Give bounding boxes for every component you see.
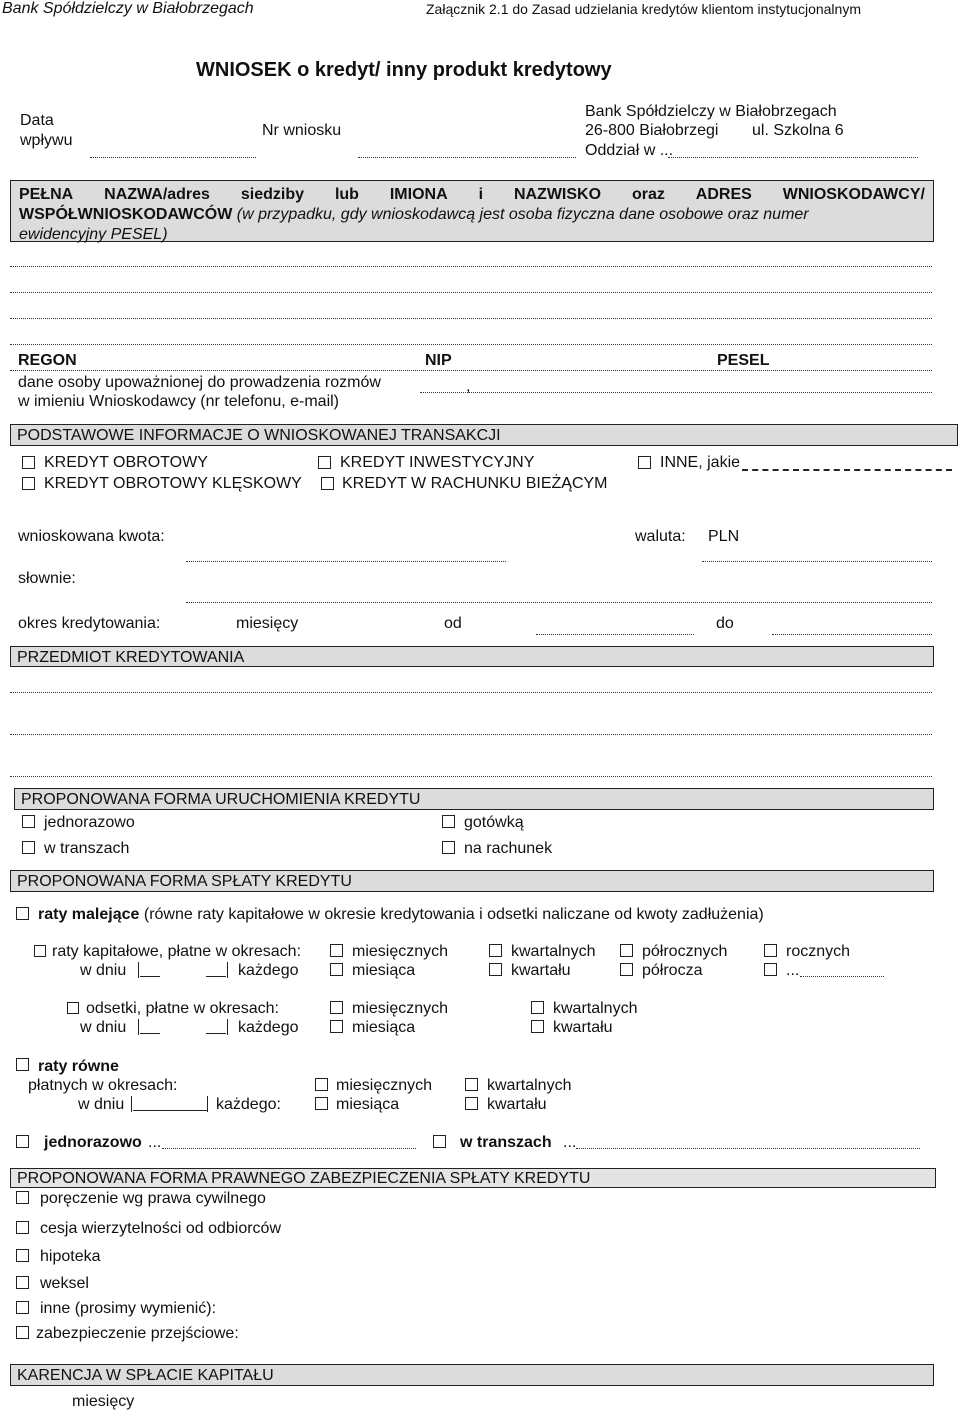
checkbox-kap-rocznych[interactable] bbox=[764, 944, 777, 957]
splata-jednorazowo-field[interactable] bbox=[162, 1148, 416, 1149]
checkbox-odsetki[interactable] bbox=[67, 1002, 79, 1014]
kap-rocznych-label: rocznych bbox=[786, 943, 851, 960]
kwota-field[interactable] bbox=[186, 561, 506, 562]
splata-jednorazowo-dots-label: ... bbox=[148, 1134, 162, 1151]
splata-jednorazowo-label: jednorazowo bbox=[44, 1134, 142, 1151]
checkbox-kredyt-obrotowy[interactable] bbox=[22, 456, 35, 469]
ods-miesiaca-label: miesiąca bbox=[352, 1019, 416, 1036]
applicant-word: NAZWA/adres bbox=[104, 186, 210, 203]
checkbox-disb-gotowka[interactable] bbox=[442, 815, 455, 828]
checkbox-kap-miesiaca[interactable] bbox=[330, 963, 343, 976]
subject-line-1[interactable] bbox=[10, 692, 932, 693]
disb-gotowka-label: gotówką bbox=[464, 814, 524, 831]
applicant-line3: ewidencyjny PESEL) bbox=[19, 226, 168, 243]
bank-address-line2: 26-800 Białobrzegi bbox=[585, 122, 719, 139]
raty-malejace-label: raty malejące bbox=[38, 906, 140, 923]
slownie-field[interactable] bbox=[186, 602, 932, 603]
applicant-word: siedziby bbox=[240, 186, 305, 203]
odsetki-label: odsetki, płatne w okresach: bbox=[86, 1000, 279, 1017]
okres-od: od bbox=[444, 615, 462, 632]
applicant-word: i bbox=[478, 186, 484, 203]
applicant-line2-bold: WSPÓŁWNIOSKODAWCÓW bbox=[19, 206, 233, 223]
checkbox-rowne-miesiecznych[interactable] bbox=[315, 1078, 328, 1091]
splata-w-transzach-field[interactable] bbox=[576, 1148, 920, 1149]
applicant-heading bbox=[10, 180, 934, 242]
repayment-heading: PROPONOWANA FORMA SPŁATY KREDYTU bbox=[10, 870, 934, 892]
attachment-note: Załącznik 2.1 do Zasad udzielania kredytów klientom instytucjonalnym bbox=[426, 1, 861, 17]
checkbox-sec-poreczenie[interactable] bbox=[16, 1191, 29, 1204]
rowne-kwartalnych-label: kwartalnych bbox=[487, 1077, 572, 1094]
rowne-kazdego-label: każdego: bbox=[216, 1096, 281, 1113]
okres-miesiecy: miesięcy bbox=[236, 615, 299, 632]
checkbox-rowne-kwartalu[interactable] bbox=[465, 1097, 478, 1110]
bank-branch: Oddział w ... bbox=[585, 142, 674, 159]
checkbox-rowne-miesiaca[interactable] bbox=[315, 1097, 328, 1110]
data-label: Data bbox=[20, 112, 54, 129]
inne-label: INNE, jakie bbox=[660, 454, 741, 471]
raty-malejace-line bbox=[38, 905, 764, 924]
splata-w-transzach-label: w transzach bbox=[460, 1134, 552, 1151]
checkbox-sec-cesja[interactable] bbox=[16, 1221, 29, 1234]
checkbox-disb-na-rachunek[interactable] bbox=[442, 841, 455, 854]
ods-kwartalnych-label: kwartalnych bbox=[553, 1000, 638, 1017]
ods-day-field-b[interactable] bbox=[206, 1033, 226, 1034]
security-heading: PROPONOWANA FORMA PRAWNEGO ZABEZPIECZENIA SPŁATY KREDYTU bbox=[10, 1168, 936, 1188]
applicant-word: NAZWISKO bbox=[513, 186, 602, 203]
checkbox-kap-kwartalnych[interactable] bbox=[489, 944, 502, 957]
kap-inne-field[interactable] bbox=[800, 976, 884, 977]
applicant-word: IMIONA bbox=[389, 186, 448, 203]
checkbox-ods-kwartalnych[interactable] bbox=[531, 1001, 544, 1014]
bank-address-line1: Bank Spółdzielczy w Białobrzegach bbox=[585, 103, 837, 120]
kredyt-inwestycyjny-label: KREDYT INWESTYCYJNY bbox=[340, 454, 535, 471]
checkbox-splata-jednorazowo[interactable] bbox=[16, 1135, 29, 1148]
raty-malejace-desc: (równe raty kapitałowe w okresie kredytowania i odsetki naliczane od kwoty zadłużenia) bbox=[143, 906, 764, 923]
applicant-word: PEŁNA bbox=[19, 186, 74, 203]
date-field[interactable] bbox=[90, 157, 256, 158]
ods-w-dniu-label: w dniu bbox=[80, 1019, 127, 1036]
raty-kapitalowe-label: raty kapitałowe, płatne w okresach: bbox=[52, 943, 302, 960]
ods-day-field-right bbox=[227, 1019, 228, 1035]
kap-polrocznych-label: półrocznych bbox=[642, 943, 728, 960]
checkbox-splata-w-transzach[interactable] bbox=[433, 1135, 446, 1148]
kredyt-kleskowy-label: KREDYT OBROTOWY KLĘSKOWY bbox=[44, 475, 302, 492]
kap-miesiecznych-label: miesięcznych bbox=[352, 943, 449, 960]
applicant-word: oraz bbox=[631, 186, 665, 203]
checkbox-kap-inne[interactable] bbox=[764, 963, 777, 976]
authorized-label-1: dane osoby upoważnionej do prowadzenia rozmów bbox=[18, 374, 381, 391]
applicant-word: WNIOSKODAWCY/ bbox=[782, 186, 925, 203]
authorized-label-2: w imieniu Wnioskodawcy (nr telefonu, e-mail) bbox=[18, 393, 339, 410]
splata-w-transzach-dots-label: ... bbox=[563, 1134, 577, 1151]
kredyt-obrotowy-label: KREDYT OBROTOWY bbox=[44, 454, 208, 471]
waluta-value: PLN bbox=[708, 528, 740, 545]
waluta-label: waluta: bbox=[635, 528, 686, 545]
sec-inne-label: inne (prosimy wymienić): bbox=[40, 1300, 217, 1317]
checkbox-raty-malejace[interactable] bbox=[16, 907, 29, 920]
grace-miesiecy-label: miesięcy bbox=[72, 1393, 135, 1410]
applicant-line-4[interactable] bbox=[10, 344, 932, 345]
subject-line-3[interactable] bbox=[10, 776, 932, 777]
checkbox-kap-polrocza[interactable] bbox=[620, 963, 633, 976]
checkbox-disb-jednorazowo[interactable] bbox=[22, 815, 35, 828]
checkbox-ods-kwartalu[interactable] bbox=[531, 1020, 544, 1033]
regon-label: REGON bbox=[18, 352, 77, 369]
sec-hipoteka-label: hipoteka bbox=[40, 1248, 101, 1265]
nr-wniosku-field[interactable] bbox=[358, 157, 576, 158]
disbursement-heading: PROPONOWANA FORMA URUCHOMIENIA KREDYTU bbox=[14, 788, 934, 810]
checkbox-ods-miesiecznych[interactable] bbox=[330, 1001, 343, 1014]
checkbox-sec-hipoteka[interactable] bbox=[16, 1249, 29, 1262]
rowne-day-field-right bbox=[207, 1096, 208, 1112]
disb-jednorazowo-label: jednorazowo bbox=[44, 814, 135, 831]
checkbox-raty-rowne[interactable] bbox=[16, 1058, 29, 1071]
checkbox-kap-miesiecznych[interactable] bbox=[330, 944, 343, 957]
kap-polrocza-label: półrocza bbox=[642, 962, 703, 979]
applicant-word: ADRES bbox=[695, 186, 752, 203]
checkbox-ods-miesiaca[interactable] bbox=[330, 1020, 343, 1033]
kap-kazdego-label: każdego bbox=[238, 962, 299, 979]
rowne-miesiecznych-label: miesięcznych bbox=[336, 1077, 433, 1094]
authorized-comma: , bbox=[466, 378, 471, 395]
kredyt-w-rachunku-label: KREDYT W RACHUNKU BIEŻĄCYM bbox=[342, 475, 608, 492]
ods-kwartalu-label: kwartału bbox=[553, 1019, 613, 1036]
inne-field[interactable] bbox=[742, 469, 952, 471]
checkbox-sec-przejsciowe[interactable] bbox=[16, 1326, 29, 1339]
disb-na-rachunek-label: na rachunek bbox=[464, 840, 553, 857]
kap-day-field-b[interactable] bbox=[206, 976, 226, 977]
kap-w-dniu-label: w dniu bbox=[80, 962, 127, 979]
kwota-label: wnioskowana kwota: bbox=[18, 528, 165, 545]
sec-weksel-label: weksel bbox=[40, 1275, 89, 1292]
regon-nip-pesel-field[interactable] bbox=[10, 370, 932, 371]
bank-street: ul. Szkolna 6 bbox=[752, 122, 844, 139]
rowne-platnych-label: płatnych w okresach: bbox=[28, 1077, 178, 1094]
checkbox-kredyt-kleskowy[interactable] bbox=[22, 477, 35, 490]
raty-rowne-label: raty równe bbox=[38, 1058, 119, 1075]
checkbox-raty-kapitalowe[interactable] bbox=[34, 945, 46, 957]
checkbox-kap-polrocznych[interactable] bbox=[620, 944, 633, 957]
checkbox-rowne-kwartalnych[interactable] bbox=[465, 1078, 478, 1091]
grace-heading: KARENCJA W SPŁACIE KAPITAŁU bbox=[10, 1364, 934, 1386]
branch-field[interactable] bbox=[668, 157, 918, 158]
okres-od-field[interactable] bbox=[536, 634, 694, 635]
rowne-day-field[interactable] bbox=[133, 1110, 207, 1111]
slownie-label: słownie: bbox=[18, 570, 76, 587]
applicant-word: lub bbox=[334, 186, 359, 203]
kap-kwartalnych-label: kwartalnych bbox=[511, 943, 596, 960]
checkbox-kredyt-w-rachunku[interactable] bbox=[321, 477, 334, 490]
kap-kwartalu-label: kwartału bbox=[511, 962, 571, 979]
applicant-line-3[interactable] bbox=[10, 318, 932, 319]
subject-line-2[interactable] bbox=[10, 734, 932, 735]
ods-kazdego-label: każdego bbox=[238, 1019, 299, 1036]
ods-miesiecznych-label: miesięcznych bbox=[352, 1000, 449, 1017]
ods-day-field-left bbox=[138, 1019, 139, 1035]
rowne-day-field-left bbox=[131, 1096, 132, 1112]
kap-inne-ellipsis: ... bbox=[786, 962, 800, 979]
sec-cesja-label: cesja wierzytelności od odbiorców bbox=[40, 1220, 281, 1237]
bank-name: Bank Spółdzielczy w Białobrzegach bbox=[2, 0, 254, 17]
kap-day-field-right bbox=[227, 962, 228, 978]
kap-day-field-left bbox=[138, 962, 139, 978]
checkbox-disb-w-transzach[interactable] bbox=[22, 841, 35, 854]
kap-miesiaca-label: miesiąca bbox=[352, 962, 416, 979]
nip-label: NIP bbox=[425, 352, 452, 369]
checkbox-kredyt-inwestycyjny[interactable] bbox=[318, 456, 331, 469]
checkbox-sec-weksel[interactable] bbox=[16, 1276, 29, 1289]
applicant-line2-italic: (w przypadku, gdy wnioskodawcą jest osoba fizyczna dane osobowe oraz numer bbox=[236, 206, 809, 223]
applicant-line-1[interactable] bbox=[10, 266, 932, 267]
page-title: WNIOSEK o kredyt/ inny produkt kredytowy bbox=[196, 59, 612, 81]
ods-day-field-a[interactable] bbox=[140, 1033, 160, 1034]
kap-day-field-a[interactable] bbox=[140, 976, 160, 977]
sec-poreczenie-label: poręczenie wg prawa cywilnego bbox=[40, 1190, 266, 1207]
checkbox-sec-inne[interactable] bbox=[16, 1301, 29, 1314]
okres-label: okres kredytowania: bbox=[18, 615, 161, 632]
applicant-line-2[interactable] bbox=[10, 292, 932, 293]
okres-do: do bbox=[716, 615, 734, 632]
rowne-miesiaca-label: miesiąca bbox=[336, 1096, 400, 1113]
authorized-field[interactable] bbox=[420, 392, 932, 393]
wplywu-label: wpływu bbox=[20, 132, 73, 149]
disb-w-transzach-label: w transzach bbox=[44, 840, 130, 857]
pesel-label: PESEL bbox=[717, 352, 770, 369]
rowne-w-dniu-label: w dniu bbox=[78, 1096, 125, 1113]
basic-info-heading: PODSTAWOWE INFORMACJE O WNIOSKOWANEJ TRANSAKCJI bbox=[10, 424, 958, 446]
okres-do-field[interactable] bbox=[772, 634, 932, 635]
waluta-field[interactable] bbox=[702, 561, 932, 562]
checkbox-inne[interactable] bbox=[638, 456, 651, 469]
sec-przejsciowe-label: zabezpieczenie przejściowe: bbox=[36, 1325, 239, 1342]
subject-heading: PRZEDMIOT KREDYTOWANIA bbox=[10, 646, 934, 667]
nr-wniosku-label: Nr wniosku bbox=[262, 122, 342, 139]
checkbox-kap-kwartalu[interactable] bbox=[489, 963, 502, 976]
rowne-kwartalu-label: kwartału bbox=[487, 1096, 547, 1113]
